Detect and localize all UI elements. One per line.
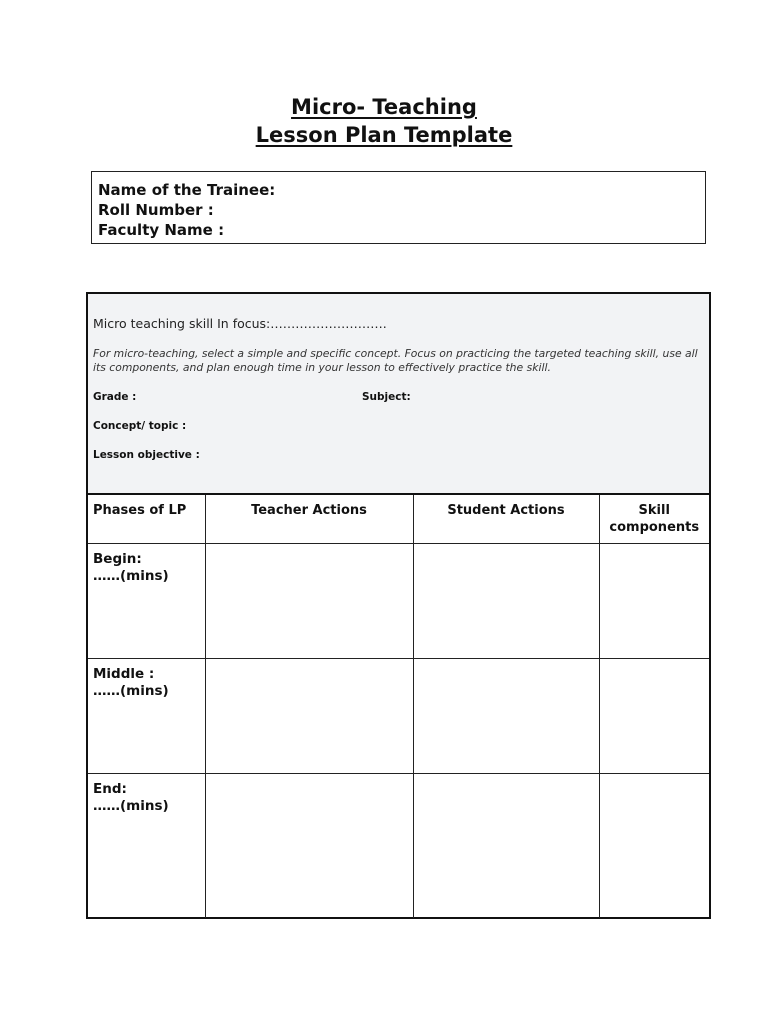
teacher-actions-cell[interactable]	[205, 773, 413, 918]
grade-label: Grade :	[93, 391, 137, 403]
instruction-text: For micro-teaching, select a simple and specific concept. Focus on practicing the targeted teaching skill, use all its components, and plan enough time in your lesson to effectively practice the skill.	[93, 347, 698, 374]
title-line-2: Lesson Plan Template	[255, 123, 513, 147]
table-row	[88, 543, 709, 658]
trainee-info-box	[91, 171, 706, 244]
teacher-actions-cell[interactable]	[205, 658, 413, 773]
table-row	[88, 658, 709, 773]
lesson-plan-header	[88, 294, 709, 495]
title-line-1: Micro- Teaching	[291, 95, 477, 119]
teacher-actions-cell[interactable]	[205, 543, 413, 658]
table-header-row	[88, 495, 709, 543]
skill-focus-line: Micro teaching skill In focus:……………………….	[93, 316, 387, 331]
column-header-skill-components: Skill components	[599, 495, 709, 543]
column-header-phases: Phases of LP	[88, 495, 205, 543]
phase-name: Begin:	[93, 550, 142, 567]
lesson-phases-table	[88, 495, 709, 918]
trainee-name-label: Name of the Trainee:	[98, 181, 276, 199]
phase-name: End:	[93, 780, 127, 797]
faculty-name-label: Faculty Name :	[98, 221, 225, 239]
lesson-objective-label: Lesson objective :	[93, 449, 200, 461]
concept-topic-label: Concept/ topic :	[93, 420, 187, 432]
phase-cell-middle	[88, 658, 205, 773]
column-header-teacher-actions: Teacher Actions	[205, 495, 413, 543]
phase-mins: ……(mins)	[93, 682, 169, 699]
skill-components-cell[interactable]	[599, 658, 709, 773]
phase-mins: ……(mins)	[93, 797, 169, 814]
skill-components-cell[interactable]	[599, 543, 709, 658]
student-actions-cell[interactable]	[413, 658, 599, 773]
subject-label: Subject:	[362, 391, 411, 403]
table-row	[88, 773, 709, 918]
phase-mins: ……(mins)	[93, 567, 169, 584]
phase-name: Middle :	[93, 665, 155, 682]
lesson-plan-form	[86, 292, 711, 919]
roll-number-label: Roll Number :	[98, 201, 214, 219]
student-actions-cell[interactable]	[413, 543, 599, 658]
student-actions-cell[interactable]	[413, 773, 599, 918]
phase-cell-begin	[88, 543, 205, 658]
column-header-student-actions: Student Actions	[413, 495, 599, 543]
phase-cell-end	[88, 773, 205, 918]
skill-components-cell[interactable]	[599, 773, 709, 918]
